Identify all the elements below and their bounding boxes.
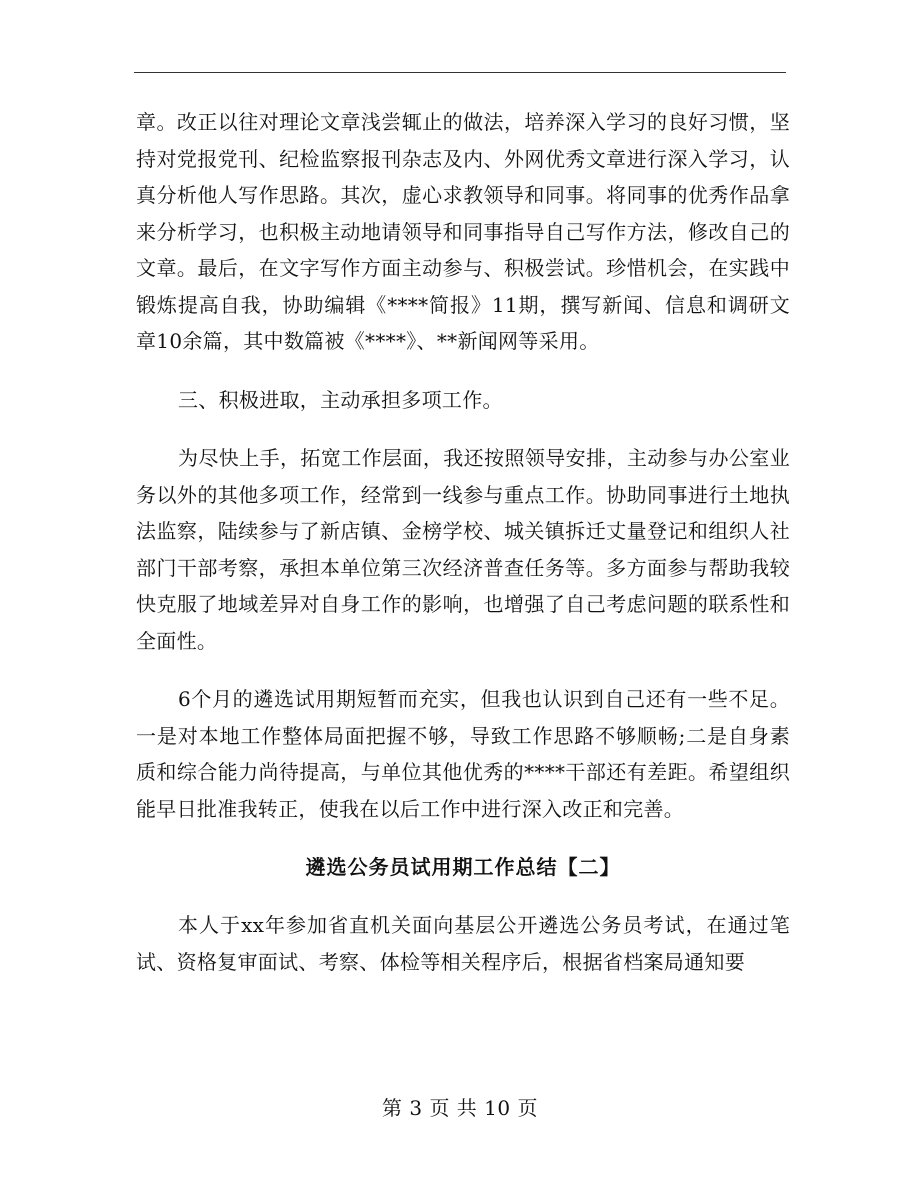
header-rule (134, 72, 786, 73)
page-footer: 第 3 页 共 10 页 (382, 1096, 538, 1120)
paragraph-extra-work: 为尽快上手，拓宽工作层面，我还按照领导安排，主动参与办公室业务以外的其他多项工作，经常到一线参与重点工作。协助同事进行土地执法监察，陆续参与了新店镇、金榜学校、城关镇拆迁丈量登记和组织人社部门干部考察，承担本单位第三次经济普查任务等。多方面参与帮助我较快克服了地域差异对自身工作的影响，也增强了自己考虑问题的联系性和全面性。 (136, 446, 790, 653)
section-heading-three: 三、积极进取，主动承担多项工作。 (178, 387, 503, 412)
paragraph-continuation: 章。改正以往对理论文章浅尝辄止的做法，培养深入学习的良好习惯，坚持对党报党刊、纪检监察报刊杂志及内、外网优秀文章进行深入学习，认真分析他人写作思路。其次，虚心求教领导和同事。将同事的优秀作品拿来分析学习，也积极主动地请领导和同事指导自己写作方法，修改自己的文章。最后，在文字写作方面主动参与、积极尝试。珍惜机会，在实践中锻炼提高自我，协助编辑《****简报》11期，撰写新闻、信息和调研文章10余篇，其中数篇被《****》、**新闻网等采用。 (136, 110, 790, 353)
body-text (136, 104, 790, 980)
section-title: 遴选公务员试用期工作总结【二】 (305, 855, 621, 879)
paragraph-intro: 本人于xx年参加省直机关面向基层公开遴选公务员考试，在通过笔试、资格复审面试、考察、体检等相关程序后，根据省档案局通知要 (136, 913, 790, 974)
paragraph-summary: 6个月的遴选试用期短暂而充实，但我也认识到自己还有一些不足。一是对本地工作整体局面把握不够，导致工作思路不够顺畅;二是自身素质和综合能力尚待提高，与单位其他优秀的****干部还有差距。希望组织能早日批准我转正，使我在以后工作中进行深入改正和完善。 (136, 687, 790, 821)
